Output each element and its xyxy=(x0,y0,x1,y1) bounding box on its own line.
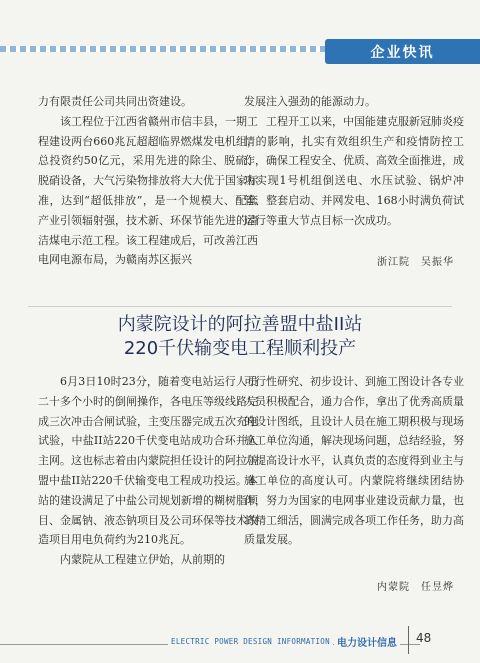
section-tab: 企业快讯 xyxy=(325,39,480,64)
article2-left-column xyxy=(38,372,258,570)
article1-paragraph: 发展注入强劲的能源动力。 xyxy=(244,95,376,108)
article1-paragraph: 力有限责任公司共同出资建设。 xyxy=(38,95,192,108)
article2-paragraph: 6月3日10时23分，随着变电站运行人员二十多个小时的倒闸操作，各电压等级线路完成三次冲击合闸试验，主变压器完成五次充电试验，中盐II站220千伏变电站成功合环并入主网。这也标志着由内蒙院担任设计的阿拉善盟中盐II站220千伏输变电工程成功投运。本站的建设满足了中盐公司规划新增的糊树脂项目、金属钠、液态钠项目及公司环保等技术改造项目用电负荷约为210兆瓦。 xyxy=(38,375,258,547)
article1-right-column xyxy=(244,92,464,272)
footer-journal-en: ELECTRIC POWER DESIGN INFORMATION xyxy=(168,637,333,646)
article-divider xyxy=(28,306,452,307)
article2-title xyxy=(0,313,480,361)
article1-paragraph: 工程开工以来，中国能建克服新冠肺炎疫情的影响，扎实有效组织生产和疫情防控工作，确保工程安全、优质、高效全面推进，成功实现1号机组倒送电、水压试验、锅炉冲管、整套启动、并网发电、168小时满负荷试运行等重大节点目标一次成功。 xyxy=(244,114,464,227)
article2-right-column xyxy=(244,372,464,598)
footer-journal-cn: 电力设计信息 xyxy=(334,634,400,649)
article2-paragraph: 可行性研究、初步设计、到施工图设计各专业人员积极配合，通力合作，拿出了优秀高质量的设计图纸，且设计人员在施工期积极与现场施工单位沟通，解决现场问题，总结经验，努力提高设计水平，认真负责的态度得到业主与施工单位的高度认可。内蒙院将继续团结协作，努力为国家的电网事业建设贡献力量，也将精工细活，圆满完成各项工作任务，助力高质量发展。 xyxy=(244,375,464,547)
article2-title-line1: 内蒙院设计的阿拉善盟中盐II站 xyxy=(117,314,363,335)
article1-left-column xyxy=(38,92,258,270)
article1-signature: 浙江院 吴振华 xyxy=(377,256,454,268)
footer-separator xyxy=(408,626,409,654)
page-number: 48 xyxy=(416,631,432,645)
article2-title-line2: 220千伏输变电工程顺利投产 xyxy=(123,338,357,359)
article2-paragraph: 内蒙院从工程建立伊始，从前期的 xyxy=(60,553,225,567)
article1-paragraph: 该工程位于江西省赣州市信丰县，一期工程建设两台660兆瓦超超临界燃煤发电机组，总投资约50亿元，采用先进的除尘、脱硫、脱硝设备，大气污染物排放将大大优于国家标准，达到“超低排放”，是一个规模大、配套产业引领辐射强，技术新、环保节能先进的清洁煤电示范工程。该工程建成后，可改善江西电网电源布局，为赣南苏区振兴 xyxy=(38,114,258,267)
article2-signature: 内蒙院 任昱烨 xyxy=(377,582,454,594)
